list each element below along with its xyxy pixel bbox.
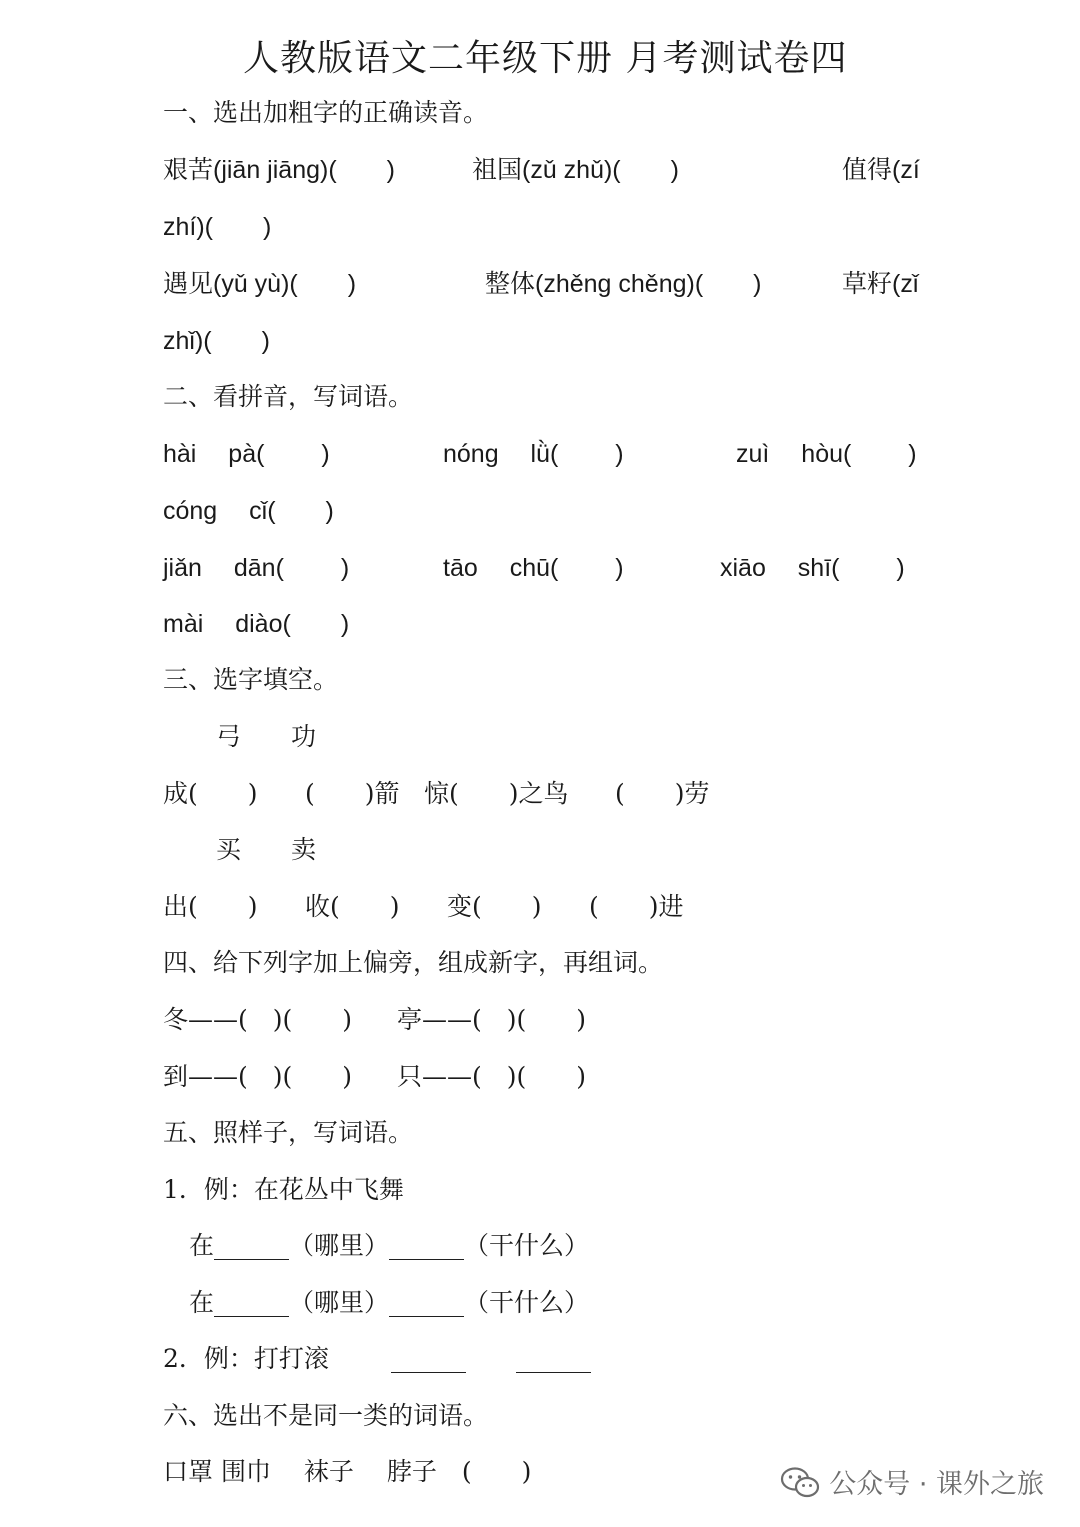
- char-option-sell: 卖: [291, 835, 317, 864]
- q2-item-1: hài pà( ): [163, 440, 330, 468]
- page-title: 人教版语文二年级下册 月考测试卷四: [243, 38, 848, 79]
- q2-item-5: jiǎn dān( ): [163, 554, 350, 582]
- q2-item-6: tāo chū( ): [443, 554, 624, 582]
- q5-example-1: 1．例：在花丛中飞舞: [163, 1175, 404, 1204]
- q3-item-4: ( )劳: [615, 779, 710, 808]
- q5-example-2: 2．例：打打滚: [163, 1344, 329, 1373]
- q6-item: 口罩 围巾 袜子 脖子 ( ): [163, 1457, 532, 1486]
- q4-item-3: 到——( )( ): [163, 1062, 353, 1091]
- q1-item-6: 草籽(zǐ: [842, 270, 919, 298]
- q2-item-3: zuì hòu( ): [736, 440, 917, 468]
- q4-item-1: 冬——( )( ): [163, 1005, 353, 1034]
- watermark-text: 公众号 · 课外之旅: [829, 1469, 1044, 1500]
- section-6-heading: 六、选出不是同一类的词语。: [163, 1401, 489, 1430]
- q5-fill-line-2: 在______（哪里）______（干什么）: [189, 1288, 590, 1317]
- section-2-heading: 二、看拼音，写词语。: [163, 382, 414, 411]
- section-4-heading: 四、给下列字加上偏旁，组成新字，再组词。: [163, 948, 664, 977]
- q4-item-4: 只——( )( ): [397, 1062, 587, 1091]
- section-1-heading: 一、选出加粗字的正确读音。: [163, 98, 489, 127]
- char-option-gong-merit: 功: [291, 722, 317, 751]
- char-option-gong-bow: 弓: [216, 722, 242, 751]
- q2-item-7: xiāo shī( ): [720, 554, 905, 582]
- q1-item-1: 艰苦(jiān jiāng)( ): [163, 156, 395, 184]
- q3-item-5: 出( ): [163, 892, 258, 921]
- q3-item-2: ( )箭: [305, 779, 400, 808]
- q4-item-2: 亭——( )( ): [397, 1005, 587, 1034]
- wechat-icon: [779, 1465, 821, 1499]
- q1-item-2: 祖国(zǔ zhǔ)( ): [472, 156, 679, 184]
- watermark: [779, 1462, 1044, 1501]
- q3-item-3: 惊( )之鸟: [424, 779, 569, 808]
- q1-item-3: 值得(zí: [842, 156, 920, 184]
- section-3-heading: 三、选字填空。: [163, 665, 339, 694]
- q3-item-6: 收( ): [305, 892, 400, 921]
- q3-item-7: 变( ): [447, 892, 542, 921]
- char-option-buy: 买: [216, 835, 242, 864]
- q1-item-3-wrap: zhí)( ): [163, 213, 272, 241]
- q2-item-8: mài diào( ): [163, 610, 350, 638]
- q1-item-4: 遇见(yǔ yù)( ): [163, 270, 357, 298]
- q5-fill-line-1: 在______（哪里）______（干什么）: [189, 1231, 590, 1260]
- section-5-heading: 五、照样子，写词语。: [163, 1118, 414, 1147]
- q3-item-8: ( )进: [589, 892, 684, 921]
- q1-item-5: 整体(zhěng chěng)( ): [485, 270, 762, 298]
- q3-item-1: 成( ): [163, 779, 258, 808]
- q2-item-2: nóng lǜ( ): [443, 440, 624, 468]
- q2-item-4: cóng cǐ( ): [163, 497, 334, 525]
- q1-item-6-wrap: zhǐ)( ): [163, 327, 270, 355]
- q5-example-2-blanks: ______ ______: [391, 1344, 592, 1373]
